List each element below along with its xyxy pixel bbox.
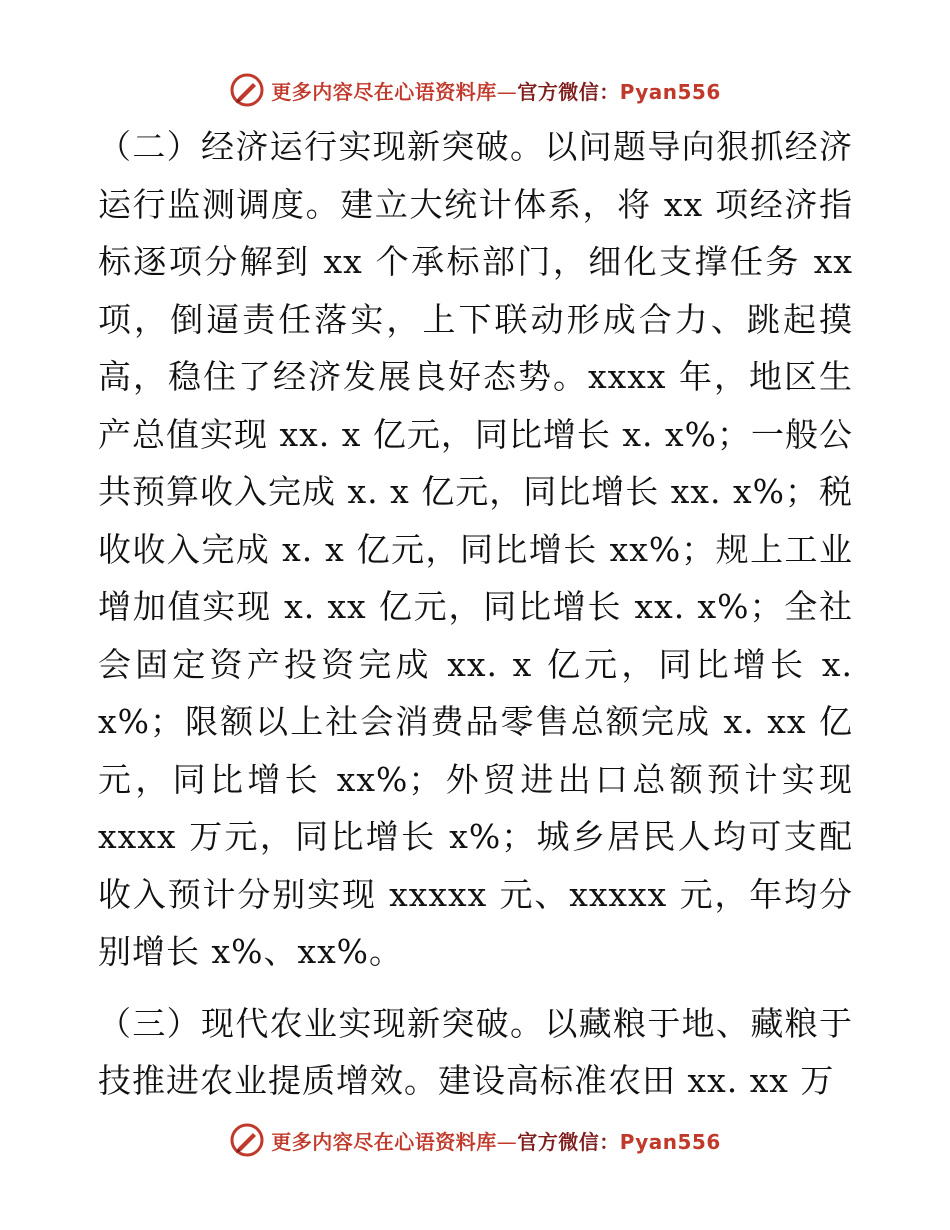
watermark-text [271, 76, 721, 105]
footer-watermark [0, 1120, 950, 1160]
document-body [98, 118, 853, 1110]
watermark-wechat-id: Pyan556 [619, 79, 721, 104]
watermark-wechat-label: 官方微信： [517, 79, 620, 104]
paragraph-economy: （二）经济运行实现新突破。以问题导向狠抓经济运行监测调度。建立大统计体系，将 xx 项经济指标逐项分解到 xx 个承标部门，细化支撑任务 xx 项，倒逼责任落实，上下联动形成合力、跳起摸高，稳住了经济发展良好态势。xxxx 年，地区生产总值实现 xx. x 亿元，同比增长 x. x%；一般公共预算收入完成 x. x 亿元，同比增长 xx. x%；税收收入完成 x. x 亿元，同比增长 xx%；规上工业增加值实现 x. xx 亿元，同比增长 xx. x%；全社会固定资产投资完成 xx. x 亿元，同比增长 x. x%；限额以上社会消费品零售总额完成 x. xx 亿元，同比增长 xx%；外贸进出口总额预计实现 xxxx 万元，同比增长 x%；城乡居民人均可支配收入预计分别实现 xxxxx 元、xxxxx 元，年均分别增长 x%、xx%。 [98, 127, 853, 971]
header-watermark [0, 70, 950, 110]
watermark-separator: — [496, 1129, 518, 1154]
pen-logo-icon [229, 1122, 265, 1158]
watermark-separator: — [496, 79, 518, 104]
watermark-wechat-label: 官方微信： [517, 1129, 620, 1154]
paragraph-agriculture: （三）现代农业实现新突破。以藏粮于地、藏粮于技推进农业提质增效。建设高标准农田 xx. xx 万 [98, 1003, 853, 1100]
watermark-brand: 更多内容尽在心语资料库 [271, 1129, 497, 1154]
watermark-text [271, 1126, 721, 1155]
watermark-brand: 更多内容尽在心语资料库 [271, 79, 497, 104]
watermark-wechat-id: Pyan556 [619, 1129, 721, 1154]
pen-logo-icon [229, 72, 265, 108]
